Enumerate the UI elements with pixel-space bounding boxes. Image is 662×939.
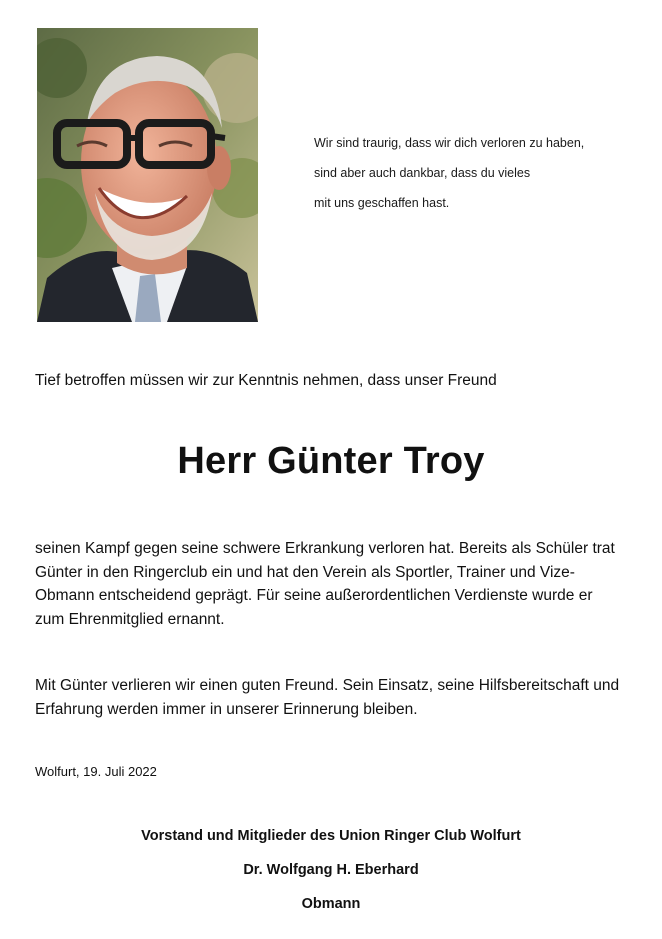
farewell-paragraph [35,674,640,721]
memorial-quote [314,128,634,218]
quote-line: mit uns geschaffen hast. [314,196,450,210]
paragraph-line: zum Ehrenmitglied ernannt. [35,610,225,628]
place-date: Wolfurt, 19. Juli 2022 [35,764,157,779]
portrait-photo [37,28,258,322]
paragraph-line: Mit Günter verlieren wir einen guten Freund. Sein Einsatz, seine Hilfsbereitschaft und [35,677,620,694]
signature-person: Dr. Wolfgang H. Eberhard [243,862,419,878]
quote-line: sind aber auch dankbar, dass du vieles [314,166,531,180]
intro-text: Tief betroffen müssen wir zur Kenntnis nehmen, dass unser Freund [35,372,497,389]
quote-line: Wir sind traurig, dass wir dich verloren zu haben, [314,136,585,150]
signature-role: Obmann [301,896,361,912]
paragraph-line: Obmann entscheidend geprägt. Für seine außerordentlichen Verdienste wurde er [35,587,593,604]
deceased-name: Herr Günter Troy [177,440,485,482]
signature-organization: Vorstand und Mitglieder des Union Ringer Club Wolfurt [141,828,521,844]
biography-paragraph [35,537,640,631]
paragraph-line: seinen Kampf gegen seine schwere Erkrankung verloren hat. Bereits als Schüler trat [35,540,615,557]
paragraph-line: Günter in den Ringerclub ein und hat den Verein als Sportler, Trainer und Vize- [35,563,575,581]
paragraph-line: Erfahrung werden immer in unserer Erinnerung bleiben. [35,700,418,718]
